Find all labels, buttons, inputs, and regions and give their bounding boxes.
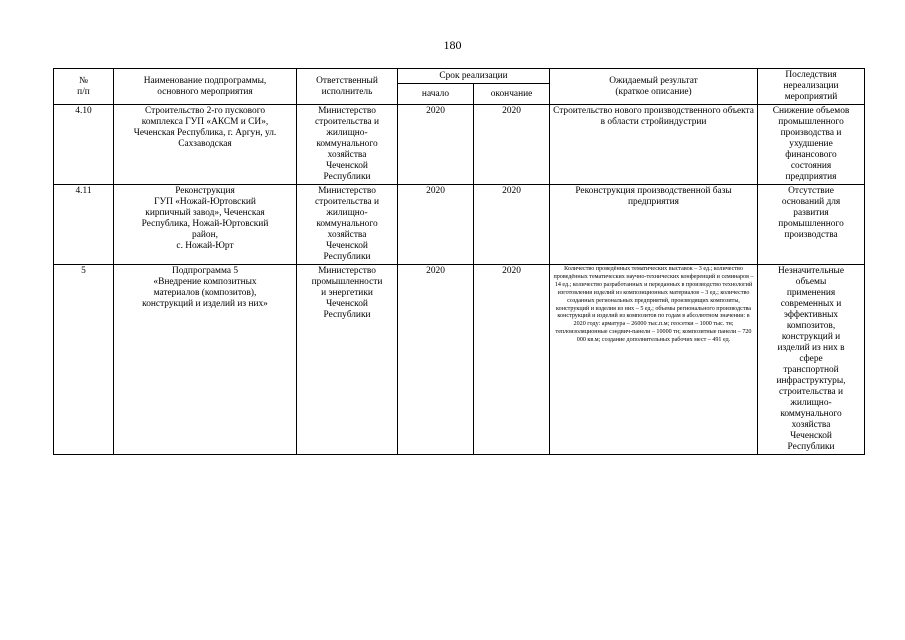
row-result: Строительство нового производственного объекта в области стройиндустрии — [550, 105, 758, 185]
col-end-header: окончание — [474, 84, 550, 105]
row-start: 2020 — [398, 265, 474, 455]
program-table — [53, 68, 865, 455]
row-start: 2020 — [398, 185, 474, 265]
row-executor: Министерство строительства и жилищно- коммунального хозяйства Чеченской Республики — [297, 185, 398, 265]
col-num-header: № п/п — [54, 69, 114, 105]
row-consequences: Незначительные объемы применения современных и эффективных композитов, конструкций и изделий из них в сфере транспортной инфраструктуры, строительства и жилищно- коммунального хозяйства Чеченской Республики — [758, 265, 865, 455]
col-executor-header: Ответственный исполнитель — [297, 69, 398, 105]
row-executor: Министерство строительства и жилищно- коммунального хозяйства Чеченской Республики — [297, 105, 398, 185]
row-end: 2020 — [474, 105, 550, 185]
col-start-header: начало — [398, 84, 474, 105]
col-consequences-header: Последствия нереализации мероприятий — [758, 69, 865, 105]
row-num: 4.11 — [54, 185, 114, 265]
row-result: Количество проведённых тематических выставок – 3 ед.; количество проведённых тематических научно-технических конференций и семинаров – 14 ед.; количество разработанных и переданных в производство технологий изготовления изделий из композиционных материалов – 3 ед.; количество созданных региональных предприятий, производящих композиты, конструкций и изделия из них – 5 ед.; объемы регионального производства конструкций и изделий из композитов по годам в абсолютном значении: в 2020 году: арматура – 26000 тыс.п.м; геосетки – 1000 тыс. тн; теплоизоляционные сэндвич-панели – 10000 тн; композитные панели – 720 000 кв.м; создание дополнительных рабочих мест – 491 ед. — [550, 265, 758, 455]
row-end: 2020 — [474, 265, 550, 455]
row-end: 2020 — [474, 185, 550, 265]
row-executor: Министерство промышленности и энергетики Чеченской Республики — [297, 265, 398, 455]
row-consequences: Снижение объемов промышленного производства и ухудшение финансового состояния предприятия — [758, 105, 865, 185]
table-row — [54, 105, 865, 185]
row-num: 4.10 — [54, 105, 114, 185]
table-row — [54, 265, 865, 455]
row-name: Подпрограмма 5 «Внедрение композитных материалов (композитов), конструкций и изделий из них» — [114, 265, 297, 455]
col-name-header: Наименование подпрограммы, основного мероприятия — [114, 69, 297, 105]
row-name: Реконструкция ГУП «Ножай-Юртовский кирпичный завод», Чеченская Республика, Ножай-Юртовский район, с. Ножай-Юрт — [114, 185, 297, 265]
col-result-header: Ожидаемый результат (краткое описание) — [550, 69, 758, 105]
header-row — [54, 69, 865, 84]
row-result: Реконструкция производственной базы предприятия — [550, 185, 758, 265]
row-start: 2020 — [398, 105, 474, 185]
row-name: Строительство 2-го пускового комплекса ГУП «АКСМ и СИ», Чеченская Республика, г. Аргун, ул. Сахзаводская — [114, 105, 297, 185]
row-num: 5 — [54, 265, 114, 455]
table-row — [54, 185, 865, 265]
row-consequences: Отсутствие оснований для развития промышленного производства — [758, 185, 865, 265]
col-period-header: Срок реализации — [398, 69, 550, 84]
page-number: 180 — [443, 38, 462, 52]
